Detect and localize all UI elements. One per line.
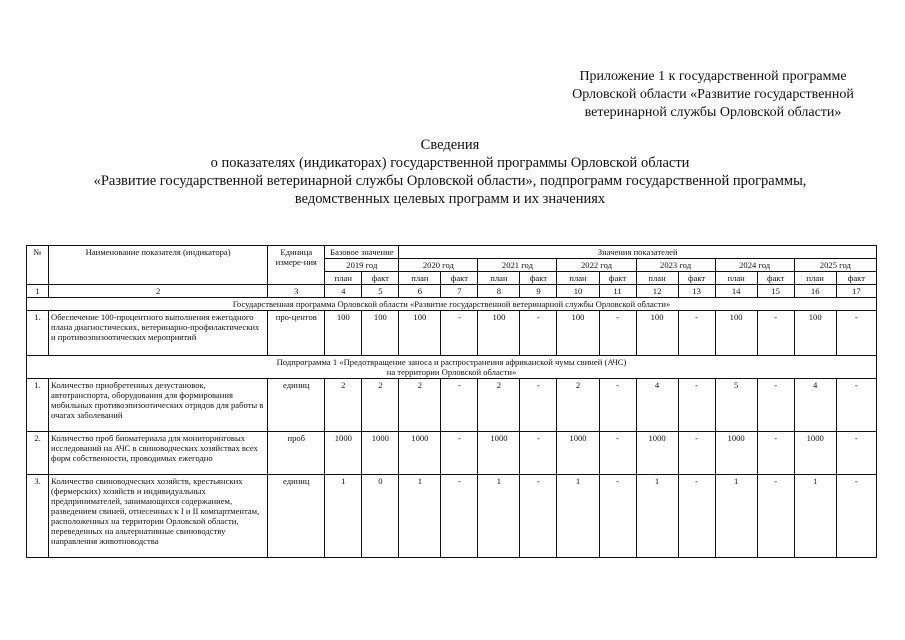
value-cell: 100 [636,311,678,356]
value-cell: - [599,379,636,432]
column-number: 11 [599,285,636,298]
year-header: 2019 год [325,259,399,272]
value-cell: - [678,379,715,432]
value-cell: - [836,311,876,356]
value-cell: - [520,379,557,432]
section-state-program [27,298,877,311]
row-number: 1. [27,311,49,356]
value-cell: 1 [325,475,362,558]
table-row [27,475,877,558]
value-cell: 1 [715,475,757,558]
value-cell: 100 [399,311,441,356]
row-number: 3. [27,475,49,558]
column-number: 9 [520,285,557,298]
value-cell: - [678,475,715,558]
subprogram-line-2: на территории Орловской области» [386,367,517,377]
value-cell: 100 [715,311,757,356]
table-row [27,432,877,475]
value-cell: 100 [557,311,599,356]
value-cell: 4 [636,379,678,432]
value-cell: 1000 [399,432,441,475]
value-cell: - [441,475,478,558]
value-cell: - [441,379,478,432]
row-number: 2. [27,432,49,475]
column-number: 12 [636,285,678,298]
value-cell: 1 [399,475,441,558]
value-cell: 1000 [794,432,836,475]
value-cell: 100 [362,311,399,356]
column-number: 13 [678,285,715,298]
plan-header: план [478,272,520,285]
column-number: 15 [757,285,794,298]
value-cell: - [836,432,876,475]
table-row [27,379,877,432]
section-subprogram-1-label [27,356,877,379]
year-header: 2024 год [715,259,794,272]
value-cell: - [520,475,557,558]
indicators-table [26,245,877,558]
fact-header: факт [599,272,636,285]
value-cell: 1 [636,475,678,558]
value-cell: - [599,475,636,558]
plan-header: план [399,272,441,285]
title-line-4: ведомственных целевых программ и их значениях [294,191,606,207]
appendix-note [548,68,878,122]
fact-header: факт [441,272,478,285]
column-number: 14 [715,285,757,298]
unit: единиц [268,379,325,432]
value-cell: 100 [478,311,520,356]
column-number: 16 [794,285,836,298]
indicator-name: Количество проб биоматериала для мониторинговых исследований на АЧС в свиноводческих хозяйствах всех форм собственности, проводимых ежегодно [49,432,268,475]
value-cell: 2 [557,379,599,432]
value-cell: 1000 [557,432,599,475]
value-cell: - [757,311,794,356]
header-name: Наименование показателя (индикатора) [49,246,268,285]
value-cell: 1000 [362,432,399,475]
value-cell: - [520,432,557,475]
value-cell: 2 [362,379,399,432]
title-line-2: о показателях (индикаторах) государственной программы Орловской области [210,155,690,171]
appendix-line-2: Орловской области «Развитие государственной [572,87,854,102]
fact-header: факт [520,272,557,285]
value-cell: 2 [325,379,362,432]
value-cell: 4 [794,379,836,432]
value-cell: 1 [794,475,836,558]
value-cell: 5 [715,379,757,432]
table-row [27,311,877,356]
header-base: Базовое значение [325,246,399,259]
value-cell: 1000 [478,432,520,475]
value-cell: 2 [399,379,441,432]
value-cell: - [441,432,478,475]
section-subprogram-1 [27,356,877,379]
fact-header: факт [678,272,715,285]
header-values: Значения показателей [399,246,877,259]
value-cell: - [757,379,794,432]
value-cell: - [520,311,557,356]
title-line-1: Сведения [420,137,480,153]
indicator-name: Количество приобретенных дезустановок, автотранспорта, оборудования для формирования мобильных противоэпизоотических отрядов для работы в очагах заболеваний [49,379,268,432]
value-cell: - [441,311,478,356]
fact-header: факт [836,272,876,285]
unit: про-центов [268,311,325,356]
section-state-program-label: Государственная программа Орловской области «Развитие государственной ветеринарной службы Орловской области» [27,298,877,311]
subprogram-line-1: Подпрограмма 1 «Предотвращение заноса и распространения африканской чумы свиней (АЧС) [276,357,627,367]
header-row-top [27,246,877,259]
year-header: 2025 год [794,259,876,272]
column-number: 7 [441,285,478,298]
value-cell: - [757,432,794,475]
value-cell: 2 [478,379,520,432]
value-cell: - [678,311,715,356]
column-number: 2 [49,285,268,298]
unit: единиц [268,475,325,558]
document-title [40,136,860,208]
plan-header: план [794,272,836,285]
fact-header: факт [757,272,794,285]
value-cell: - [599,432,636,475]
column-number: 6 [399,285,441,298]
value-cell: - [757,475,794,558]
appendix-line-3: ветеринарной службы Орловской области» [584,105,842,120]
value-cell: 1000 [636,432,678,475]
value-cell: - [836,379,876,432]
column-numbers-row [27,285,877,298]
year-header: 2021 год [478,259,557,272]
value-cell: - [678,432,715,475]
plan-header: план [325,272,362,285]
value-cell: 1000 [325,432,362,475]
indicator-name: Количество свиноводческих хозяйств, крестьянских (фермерских) хозяйств и индивидуальных предпринимателей, занимающихся содержанием, разведением свиней, отнесенных к I и II компартментам, расположенных на территории Орловской области, переведенных на альтернативные свиноводству направления животноводства [49,475,268,558]
plan-header: план [557,272,599,285]
plan-header: план [636,272,678,285]
year-header: 2022 год [557,259,636,272]
year-header: 2023 год [636,259,715,272]
unit: проб [268,432,325,475]
column-number: 3 [268,285,325,298]
year-header: 2020 год [399,259,478,272]
title-line-3: «Развитие государственной ветеринарной службы Орловской области», подпрограмм государственной программы, [93,173,807,189]
column-number: 17 [836,285,876,298]
indicator-name: Обеспечение 100-процентного выполнения ежегодного плана диагностических, ветеринарно-профилактических и противоэпизоотических мероприятий [49,311,268,356]
plan-header: план [715,272,757,285]
value-cell: 1 [478,475,520,558]
value-cell: - [836,475,876,558]
appendix-line-1: Приложение 1 к государственной программе [579,69,847,84]
value-cell: 0 [362,475,399,558]
value-cell: - [599,311,636,356]
value-cell: 100 [794,311,836,356]
value-cell: 1000 [715,432,757,475]
column-number: 1 [27,285,49,298]
header-no: № [27,246,49,285]
column-number: 5 [362,285,399,298]
row-number: 1. [27,379,49,432]
fact-header: факт [362,272,399,285]
column-number: 4 [325,285,362,298]
column-number: 8 [478,285,520,298]
header-unit: Единица измере-ния [268,246,325,285]
value-cell: 1 [557,475,599,558]
value-cell: 100 [325,311,362,356]
column-number: 10 [557,285,599,298]
